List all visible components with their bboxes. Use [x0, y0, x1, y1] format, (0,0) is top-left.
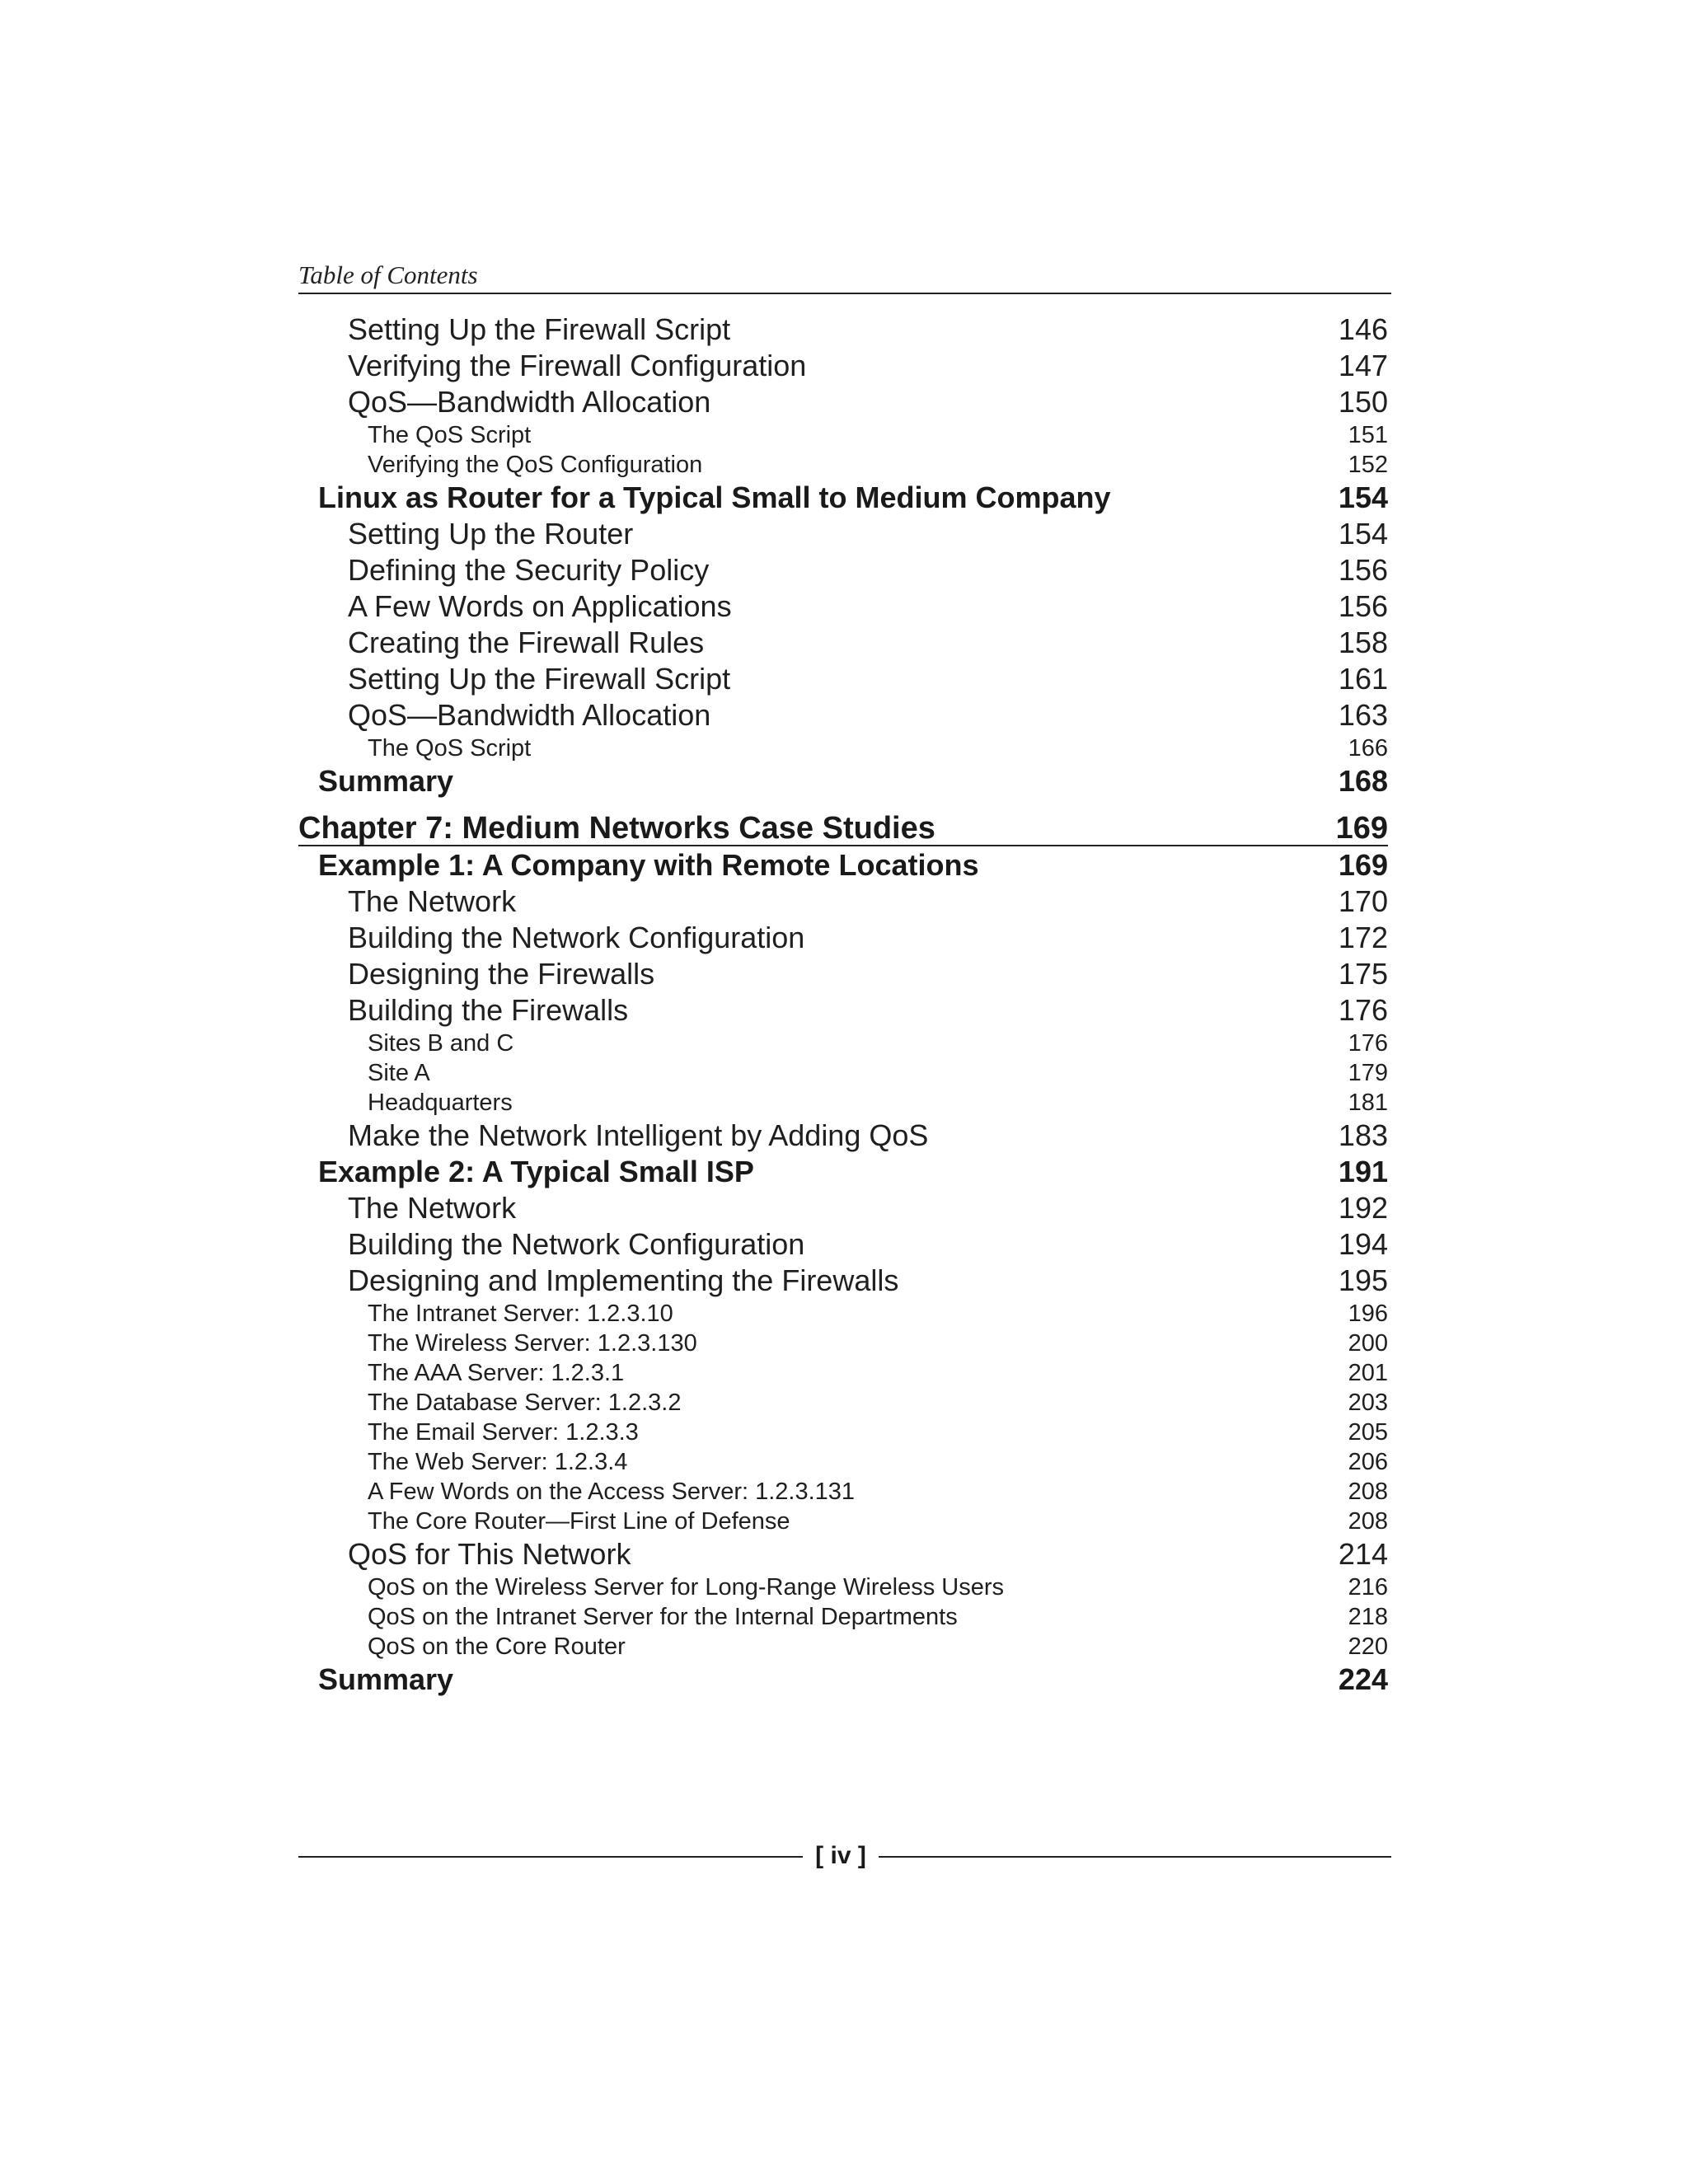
toc-entry-page-number: 152 [1348, 452, 1388, 478]
toc-entry-page-number: 224 [1338, 1662, 1388, 1696]
toc-entry [298, 992, 1388, 1029]
toc-entry-page-number: 203 [1348, 1390, 1388, 1416]
toc-entry-title: Defining the Security Policy [348, 553, 710, 587]
toc-entry-title: Designing the Firewalls [348, 957, 655, 991]
toc-entry-page-number: 146 [1338, 312, 1388, 346]
toc-entry-title: Summary [318, 1662, 454, 1696]
toc-entry-title: Designing and Implementing the Firewalls [348, 1263, 899, 1297]
toc-entry-page-number: 163 [1338, 698, 1388, 732]
toc-entry-title: The AAA Server: 1.2.3.1 [368, 1360, 625, 1386]
toc-entry [298, 1418, 1388, 1447]
toc-entry-title: Headquarters [368, 1090, 513, 1116]
page-number: [ iv ] [815, 1842, 866, 1869]
toc-entry-title: Setting Up the Firewall Script [348, 312, 731, 346]
toc-entry-page-number: 206 [1348, 1449, 1388, 1475]
toc-entry-page-number: 179 [1348, 1060, 1388, 1086]
toc-entry-title: The Email Server: 1.2.3.3 [368, 1419, 639, 1446]
toc-entry-title: QoS for This Network [348, 1537, 631, 1571]
running-head: Table of Contents [298, 260, 478, 289]
toc-entry-page-number: 181 [1348, 1090, 1388, 1116]
toc-entry-title: Setting Up the Router [348, 517, 634, 551]
toc-entry-page-number: 208 [1348, 1508, 1388, 1535]
toc-entry [298, 847, 1388, 883]
toc-entry-title: Building the Firewalls [348, 993, 629, 1027]
toc-entry [298, 1029, 1388, 1058]
toc-entry-page-number: 172 [1338, 921, 1388, 954]
toc-entry-page-number: 154 [1338, 480, 1388, 514]
toc-entry [298, 450, 1388, 480]
table-of-contents [298, 312, 1388, 1698]
toc-entry [298, 1088, 1388, 1118]
toc-entry-title: The QoS Script [368, 735, 532, 762]
toc-entry-title: QoS on the Wireless Server for Long-Range Wireless Users [368, 1574, 1005, 1601]
toc-entry [298, 1388, 1388, 1418]
toc-entry-title: Creating the Firewall Rules [348, 626, 705, 659]
toc-entry-page-number: 214 [1338, 1537, 1388, 1571]
toc-entry-page-number: 168 [1338, 764, 1388, 798]
toc-entry-title: Make the Network Intelligent by Adding QoS [348, 1118, 929, 1152]
toc-entry [298, 420, 1388, 450]
toc-entry-title: The Core Router—First Line of Defense [368, 1508, 790, 1535]
toc-entry [298, 1154, 1388, 1190]
toc-entry [298, 1190, 1388, 1226]
toc-entry-title: The QoS Script [368, 422, 532, 448]
toc-entry-title: The Wireless Server: 1.2.3.130 [368, 1330, 697, 1357]
toc-entry-title: Example 1: A Company with Remote Locations [318, 848, 979, 882]
toc-entry-title: A Few Words on Applications [348, 589, 732, 623]
toc-entry-page-number: 218 [1348, 1604, 1388, 1630]
toc-entry [298, 1661, 1388, 1698]
header-rule [298, 293, 1391, 294]
toc-entry [298, 1358, 1388, 1388]
toc-entry-page-number: 183 [1338, 1118, 1388, 1152]
toc-entry-title: QoS on the Core Router [368, 1633, 626, 1660]
toc-entry [298, 883, 1388, 920]
toc-entry-page-number: 196 [1348, 1301, 1388, 1327]
toc-entry-title: Building the Network Configuration [348, 1227, 805, 1261]
toc-entry-title: The Web Server: 1.2.3.4 [368, 1449, 628, 1475]
toc-entry [298, 1477, 1388, 1507]
toc-entry-page-number: 154 [1338, 517, 1388, 551]
toc-entry [298, 1572, 1388, 1602]
toc-entry [298, 1507, 1388, 1536]
toc-entry-page-number: 195 [1338, 1263, 1388, 1297]
toc-entry [298, 552, 1388, 588]
toc-entry-title: Sites B and C [368, 1030, 514, 1057]
toc-entry-page-number: 192 [1338, 1191, 1388, 1225]
toc-entry-title: Example 2: A Typical Small ISP [318, 1155, 754, 1188]
toc-entry-title: Site A [368, 1060, 430, 1086]
toc-entry-page-number: 150 [1338, 385, 1388, 419]
toc-entry-page-number: 175 [1338, 957, 1388, 991]
toc-entry [298, 1632, 1388, 1661]
toc-entry-page-number: 158 [1338, 626, 1388, 659]
toc-entry-title: QoS—Bandwidth Allocation [348, 698, 711, 732]
toc-entry-page-number: 156 [1338, 589, 1388, 623]
toc-entry-page-number: 166 [1348, 735, 1388, 762]
toc-entry-title: Chapter 7: Medium Networks Case Studies [298, 811, 935, 846]
toc-entry [298, 920, 1388, 956]
toc-entry-page-number: 220 [1348, 1633, 1388, 1660]
toc-entry [298, 1602, 1388, 1632]
toc-entry [298, 312, 1388, 348]
toc-entry [298, 480, 1388, 516]
chapter-underline-rule [298, 845, 1388, 846]
toc-entry [298, 697, 1388, 733]
toc-entry [298, 956, 1388, 992]
toc-entry-page-number: 191 [1338, 1155, 1388, 1188]
toc-entry-title: The Database Server: 1.2.3.2 [368, 1390, 682, 1416]
toc-entry [298, 384, 1388, 420]
toc-entry [298, 625, 1388, 661]
page-footer [298, 1840, 1391, 1872]
toc-entry-page-number: 156 [1338, 553, 1388, 587]
toc-entry [298, 1058, 1388, 1088]
toc-entry-title: The Intranet Server: 1.2.3.10 [368, 1301, 673, 1327]
toc-entry [298, 1226, 1388, 1263]
toc-entry-title: Setting Up the Firewall Script [348, 662, 731, 696]
toc-entry [298, 1447, 1388, 1477]
toc-entry-page-number: 176 [1348, 1030, 1388, 1057]
toc-entry-page-number: 205 [1348, 1419, 1388, 1446]
toc-entry-title: Linux as Router for a Typical Small to Medium Company [318, 480, 1111, 514]
toc-entry [298, 588, 1388, 625]
toc-entry-page-number: 216 [1348, 1574, 1388, 1601]
toc-entry-page-number: 147 [1338, 349, 1388, 382]
toc-entry-title: Building the Network Configuration [348, 921, 805, 954]
footer-rule-right [879, 1856, 1391, 1858]
toc-entry-title: Verifying the Firewall Configuration [348, 349, 807, 382]
toc-entry [298, 1118, 1388, 1154]
toc-entry [298, 516, 1388, 552]
toc-entry-page-number: 170 [1338, 884, 1388, 918]
toc-entry-title: QoS on the Intranet Server for the Internal Departments [368, 1604, 958, 1630]
toc-chapter-entry [298, 809, 1388, 847]
toc-entry-page-number: 200 [1348, 1330, 1388, 1357]
toc-entry-title: The Network [348, 884, 517, 918]
toc-entry-title: Summary [318, 764, 454, 798]
footer-rule-left [298, 1856, 803, 1858]
toc-entry-page-number: 194 [1338, 1227, 1388, 1261]
toc-entry [298, 733, 1388, 763]
toc-entry [298, 1536, 1388, 1572]
toc-entry [298, 1299, 1388, 1329]
toc-entry-page-number: 176 [1338, 993, 1388, 1027]
toc-entry-page-number: 208 [1348, 1479, 1388, 1505]
toc-entry-title: QoS—Bandwidth Allocation [348, 385, 711, 419]
toc-entry-page-number: 161 [1338, 662, 1388, 696]
toc-entry-page-number: 201 [1348, 1360, 1388, 1386]
toc-entry [298, 1263, 1388, 1299]
toc-entry-title: The Network [348, 1191, 517, 1225]
toc-entry-page-number: 151 [1348, 422, 1388, 448]
toc-entry-page-number: 169 [1338, 848, 1388, 882]
toc-entry [298, 348, 1388, 384]
toc-entry [298, 763, 1388, 799]
toc-entry-title: A Few Words on the Access Server: 1.2.3.131 [368, 1479, 856, 1505]
toc-entry-page-number: 169 [1335, 811, 1388, 846]
toc-entry [298, 661, 1388, 697]
toc-entry [298, 1329, 1388, 1358]
toc-entry-title: Verifying the QoS Configuration [368, 452, 703, 478]
